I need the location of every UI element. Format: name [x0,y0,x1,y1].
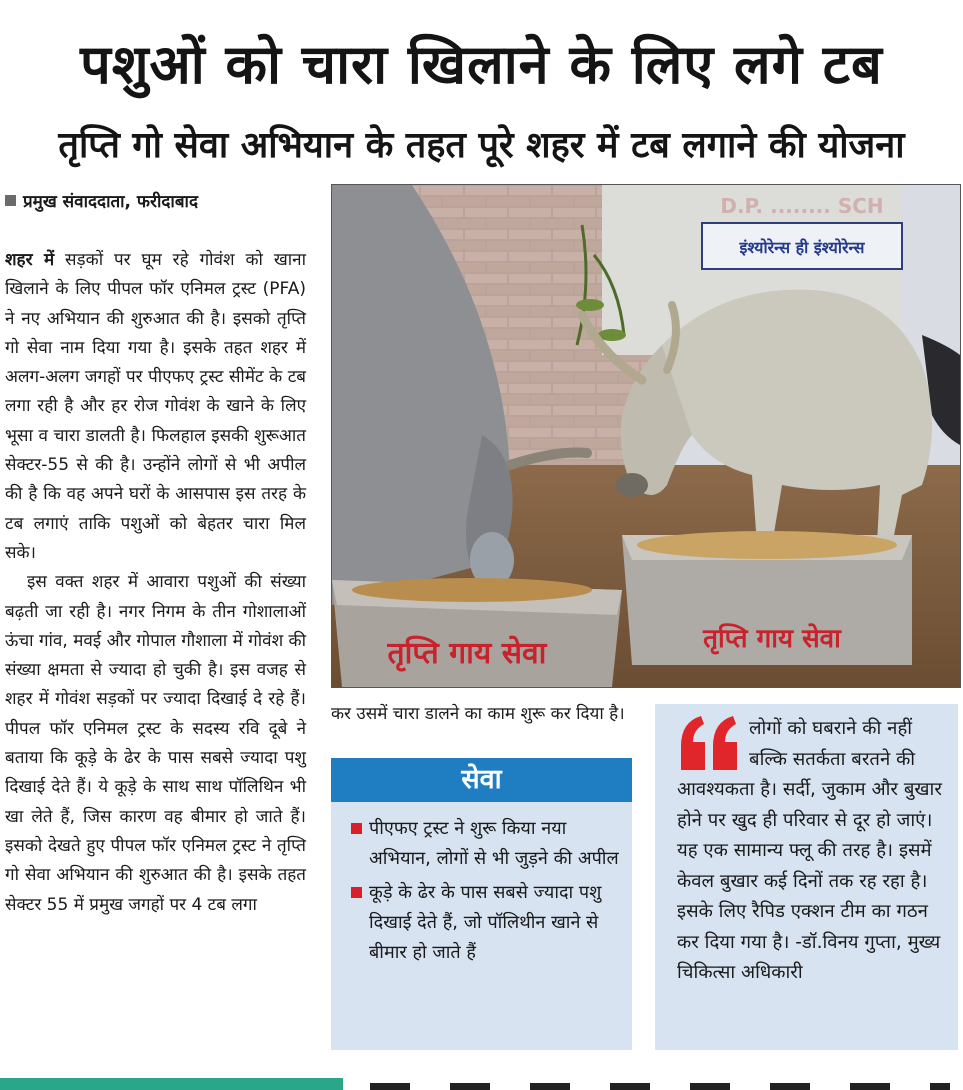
list-item: पीएफए ट्रस्ट ने शुरू किया नया अभियान, लोगों से भी जुड़ने की अपील [351,814,622,874]
seva-box-title: सेवा [331,758,632,802]
byline [5,190,198,214]
red-square-bullet-icon [351,823,362,834]
article-para1-text: सड़कों पर घूम रहे गोवंश को खाना खिलाने के लिए पीपल फॉर एनिमल ट्रस्ट (PFA) ने नए अभियान की शुरुआत की है। इसको तृप्ति गो सेवा नाम दिया गया है। इसके तहत शहर में अलग-अलग जगहों पर पीएफए ट्रस्ट सीमेंट के टब लगा रही है और हर रोज गोवंश के खाने के लिए भूसा व चारा डालती है। फिलहाल इसकी शुरूआत सेक्टर-55 से की है। उन्होंने लोगों से भी अपील की है कि वह अपने घरों के आसपास इस तरह के टब लगाएं ताकि पशुओं को बेहतर चारा मिल सके। [5,250,306,563]
subheadline: तृप्ति गो सेवा अभियान के तहत पूरे शहर में टब लगाने की योजना [58,125,905,166]
list-item: कूड़े के ढेर के पास सबसे ज्यादा पशु दिखाई देते हैं, जो पॉलिथीन खाने से बीमार हो जाते हैं [351,878,622,968]
wall-sign-text: इंश्योरेन्स ही इंश्योरेन्स [739,238,865,257]
bottom-color-bar [0,1078,343,1090]
news-photo [331,184,961,688]
article-column [5,246,306,920]
tub-right-text: तृप्ति गाय सेवा [703,624,841,654]
article-paragraph-1 [5,246,306,568]
article-paragraph-2: इस वक्त शहर में आवारा पशुओं की संख्या बढ़ती जा रही है। नगर निगम के तीन गोशालाओं ऊंचा गांव, मवई और गोपाल गौशाला में गोवंश की संख्या क्षमता से ज्यादा हो चुकी है। इस वजह से शहर में गोवंश सड़कों पर ज्यादा दिखाई दे रहे हैं। पीपल फॉर एनिमल ट्रस्ट के सदस्य रवि दूबे ने बताया कि कूड़े के ढेर के पास सबसे ज्यादा पशु दिखाई देते हैं। ये कूड़े के साथ साथ पॉलिथिन भी खा लेते हैं, जिस कारण वह बीमार हो जाते हैं। इसको देखते हुए पीपल फॉर एनिमल ट्रस्ट ने तृप्ति गो सेवा अभियान की शुरुआत की है। इसके तहत सेक्टर 55 में प्रमुख जगहों पर 4 टब लगा [5,572,306,915]
article-lead: शहर में [5,250,55,270]
byline-text: प्रमुख संवाददाता, फरीदाबाद [23,192,198,212]
quote-box [655,704,958,1050]
next-headline-fragment [370,1083,950,1090]
headline: पशुओं को चारा खिलाने के लिए लगे टब [80,33,883,96]
cattle-feeding-illustration [332,185,960,687]
seva-highlight-box [331,758,632,1050]
byline-square-icon [5,195,16,206]
red-square-bullet-icon [351,887,362,898]
seva-highlight-list [331,802,632,968]
article-continuation: कर उसमें चारा डालने का काम शुरू कर दिया है। [331,704,625,724]
svg-text:D.P. ........ SCH: D.P. ........ SCH [720,194,884,218]
tub-left-text: तृप्ति गाय सेवा [387,636,547,671]
quote-text: लोगों को घबराने की नहीं बल्कि सतर्कता बरतने की आवश्यकता है। सर्दी, जुकाम और बुखार होने पर खुद ही परिवार से दूर हो जाएं। यह एक सामान्य फ्लू की तरह है। इसमें केवल बुखार कई दिनों तक रह रहा है। इसके लिए रैपिड एक्शन टीम का गठन कर दिया गया है। -डॉ.विनय गुप्ता, मुख्य चिकित्सा अधिकारी [677,718,942,983]
